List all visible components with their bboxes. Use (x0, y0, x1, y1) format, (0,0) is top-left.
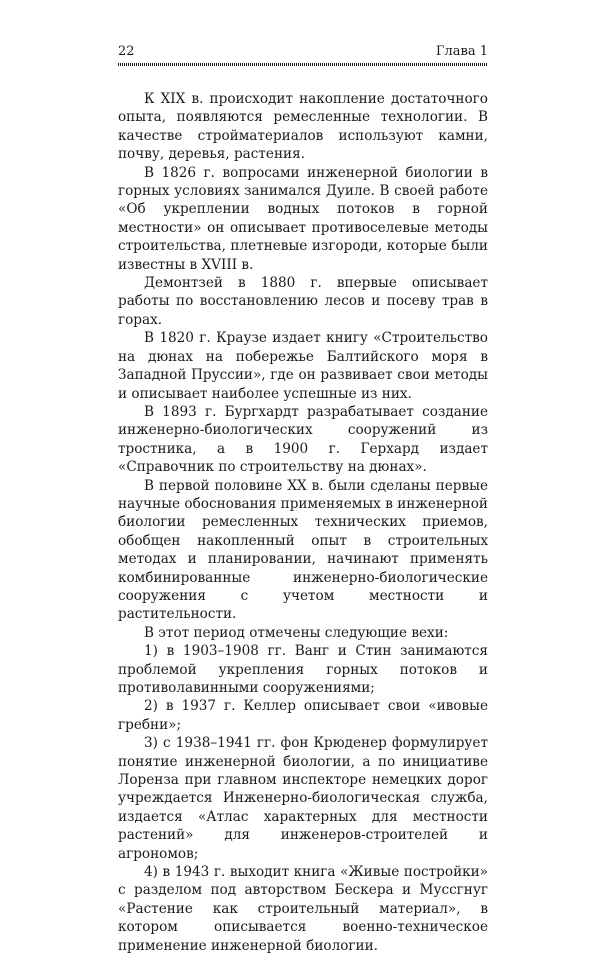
header-rule (118, 63, 488, 66)
milestone-item-1: 1) в 1903–1908 гг. Ванг и Стин занимаются проблемой укрепления горных потоков и противолавинными сооружениями; (118, 643, 488, 696)
running-head (118, 44, 488, 64)
body-text (118, 90, 488, 955)
paragraph-1820: В 1820 г. Краузе издает книгу «Строительство на дюнах на побережье Балтийского моря в Западной Пруссии», где он развивает свои методы и описывает наиболее успешные из них. (118, 330, 488, 402)
paragraph-xix-century: К XIX в. происходит накопление достаточного опыта, появляются ремесленные технологии. В качестве стройматериалов используют камни, почву, деревья, растения. (118, 91, 488, 163)
page-number: 22 (118, 44, 135, 59)
milestone-item-3: 3) с 1938–1941 гг. фон Крюденер формулирует понятие инженерной биологии, а по инициативе Лоренза при главном инспекторе немецких дорог учреждается Инженерно-биологическая служба, издается «Атлас характерных для местности растений» для инженеров-строителей и агрономов; (118, 735, 488, 862)
paragraph-1893: В 1893 г. Бургхардт разрабатывает создание инженерно-биологических сооружений из тростника, а в 1900 г. Герхард издает «Справочник по строительству на дюнах». (118, 403, 488, 476)
paragraph-1826: В 1826 г. вопросами инженерной биологии в горных условиях занимался Дуиле. В своей работе «Об укреплении водных потоков в горной местности» он описывает противоселевые методы строительства, плетневые изгороди, которые были известны в XVIII в. (118, 164, 488, 273)
milestone-item-2: 2) в 1937 г. Келлер описывает свои «ивовые гребни»; (118, 698, 488, 733)
paragraph-milestones-intro: В этот период отмечены следующие вехи: (144, 624, 449, 641)
paragraph-1880: Демонтзей в 1880 г. впервые описывает работы по восстановлению лесов и посеву трав в горах. (118, 275, 488, 328)
milestone-item-4: 4) в 1943 г. выходит книга «Живые постройки» с разделом под авторством Бескера и Муссгнуг «Растение как строительный материал», в котором описывается военно-техническое применение инженерной биологии. (118, 864, 488, 954)
chapter-label: Глава 1 (435, 44, 488, 59)
paragraph-xx-century: В первой половине XX в. были сделаны первые научные обоснования применяемых в инженерной биологии ремесленных технических приемов, обобщен накопленный опыт в строительных методах и планировании, начинают применять комбинированные инженерно-биологические сооружения с учетом местности и растительности. (118, 477, 488, 623)
